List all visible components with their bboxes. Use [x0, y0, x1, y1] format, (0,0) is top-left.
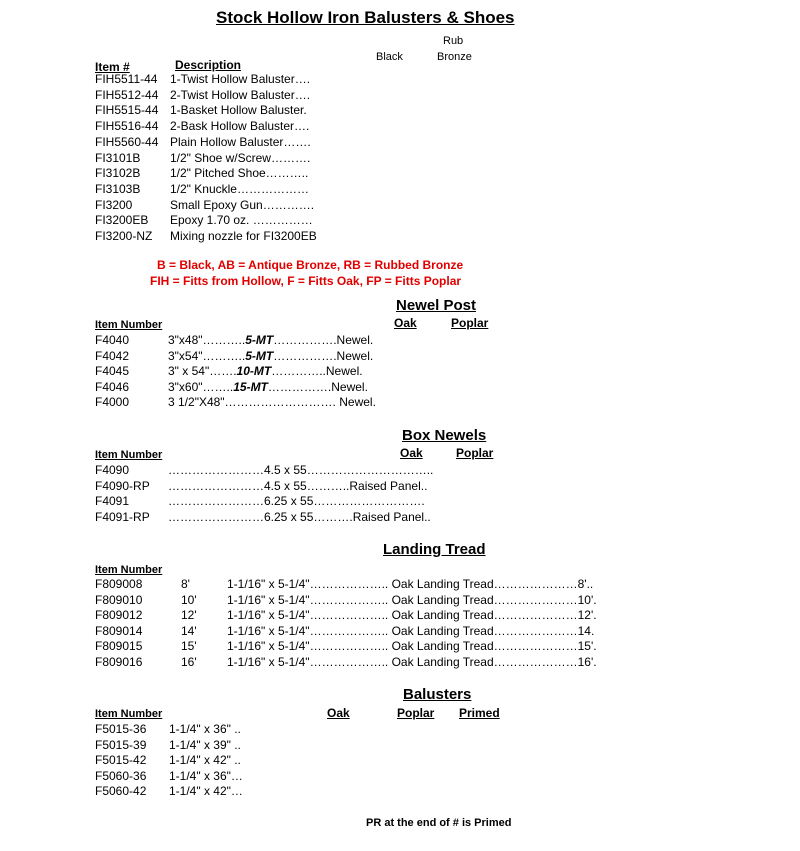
table-row [95, 229, 317, 244]
item-description: 1/2" Knuckle……………… [170, 181, 309, 196]
item-number: F5015-36 [95, 722, 147, 736]
balusters-title: Balusters [403, 686, 472, 703]
tread-spec: 1-1/16" x 5-1/4"……………….. Oak Landing Tread…………………8'.. [227, 577, 594, 591]
newel-type: …………….Newel. [267, 379, 368, 394]
box-col-oak: Oak [400, 446, 423, 460]
balusters-col-oak: Oak [327, 706, 350, 720]
item-description: Mixing nozzle for FI3200EB [170, 229, 317, 243]
legend-line1: B = Black, AB = Antique Bronze, RB = Rubbed Bronze [157, 258, 464, 272]
landing-title: Landing Tread [383, 541, 486, 558]
item-number: FI3101B [95, 150, 141, 165]
newel-title: Newel Post [396, 297, 477, 314]
item-number: F5060-36 [95, 768, 147, 783]
col-item: Item # [95, 60, 130, 74]
table-row [95, 753, 241, 768]
newel-type: …………….Newel. [273, 333, 374, 347]
table-row [95, 784, 243, 799]
item-number: FI3200EB [95, 213, 149, 228]
item-number: FIH5515-44 [95, 103, 159, 118]
item-number: F809010 [95, 592, 143, 607]
tread-spec: 1-1/16" x 5-1/4"……………….. Oak Landing Tread…………………14. [227, 623, 595, 638]
baluster-size: 1-1/4" x 39" .. [169, 737, 241, 752]
newel-col-item: Item Number [95, 319, 163, 331]
tread-length: 15' [181, 639, 197, 653]
item-description: Small Epoxy Gun…………. [170, 197, 315, 212]
table-row [95, 722, 241, 737]
newel-mt: 15-MT [233, 379, 268, 394]
box-spec: ……………………6.25 x 55………………………. [168, 494, 425, 508]
table-row [95, 213, 313, 228]
col-rub-line1: Rub [443, 35, 464, 47]
tread-spec: 1-1/16" x 5-1/4"……………….. Oak Landing Tread…………………16'. [227, 654, 597, 669]
tread-length: 10' [181, 592, 197, 607]
item-number: F5015-42 [95, 753, 147, 767]
item-number: F809012 [95, 608, 143, 622]
table-row [95, 593, 597, 608]
table-row [95, 88, 310, 103]
footnote: PR at the end of # is Primed [366, 817, 512, 829]
table-row [95, 510, 431, 525]
item-number: FIH5511-44 [95, 72, 158, 86]
balusters-col-poplar: Poplar [397, 706, 435, 720]
item-number: F809015 [95, 639, 143, 653]
item-description: 1-Basket Hollow Baluster. [170, 103, 307, 118]
tread-length: 12' [181, 608, 197, 622]
item-number: F4046 [95, 379, 130, 394]
box-col-item: Item Number [95, 449, 163, 461]
item-number: F4091 [95, 494, 130, 508]
table-row [95, 769, 243, 784]
table-row [95, 624, 594, 639]
item-number: FI3200-NZ [95, 229, 153, 243]
box-spec: ……………………4.5 x 55………………………….. [168, 463, 434, 477]
box-spec: ……………………6.25 x 55……….Raised Panel.. [168, 509, 431, 524]
table-row [95, 135, 311, 150]
item-number: F4045 [95, 364, 130, 378]
item-number: FI3102B [95, 166, 141, 181]
table-row [95, 166, 308, 181]
item-number: F5060-42 [95, 784, 147, 798]
item-number: FIH5512-44 [95, 87, 159, 102]
newel-size: 3"x60"…….. [168, 379, 234, 394]
table-row [95, 655, 597, 670]
table-row [95, 577, 593, 592]
col-description: Description [175, 58, 242, 72]
col-black: Black [376, 51, 403, 63]
table-row [95, 119, 309, 134]
newel-size: 3"x48"……….. [168, 333, 246, 347]
baluster-size: 1-1/4" x 42"… [169, 784, 243, 798]
tread-spec: 1-1/16" x 5-1/4"……………….. Oak Landing Tread…………………12'. [227, 608, 597, 622]
newel-col-poplar: Poplar [451, 316, 489, 330]
table-row [95, 608, 597, 623]
box-title: Box Newels [402, 427, 487, 444]
newel-size: 3 1/2"X48"………………………. Newel. [168, 395, 376, 409]
box-col-poplar: Poplar [456, 446, 494, 460]
legend-line2: FIH = Fitts from Hollow, F = Fitts Oak, FP = Fitts Poplar [150, 274, 462, 288]
box-spec: ……………………4.5 x 55………..Raised Panel.. [168, 478, 428, 493]
table-row [95, 494, 425, 509]
landing-col-item: Item Number [95, 564, 163, 576]
item-number: F809014 [95, 623, 143, 638]
table-row [95, 198, 314, 213]
table-row [95, 182, 309, 197]
table-row [95, 380, 368, 395]
newel-mt: 10-MT [236, 364, 272, 378]
tread-length: 14' [181, 623, 197, 638]
newel-mt: 5-MT [245, 348, 274, 363]
item-description: Plain Hollow Baluster……. [170, 134, 311, 149]
table-row [95, 151, 310, 166]
item-description: 1-Twist Hollow Baluster…. [170, 72, 311, 86]
newel-mt: 5-MT [245, 333, 274, 347]
item-description: 2-Bask Hollow Baluster…. [170, 119, 310, 134]
item-number: F4040 [95, 333, 130, 347]
table-row [95, 72, 310, 87]
table-row [95, 333, 373, 348]
table-row [95, 364, 363, 379]
balusters-col-primed: Primed [459, 706, 500, 720]
item-number: F4090-RP [95, 478, 150, 493]
table-row [95, 479, 427, 494]
item-number: F4091-RP [95, 509, 150, 524]
item-number: F5015-39 [95, 737, 147, 752]
table-row [95, 639, 597, 654]
newel-type: …………….Newel. [273, 348, 374, 363]
item-number: F809008 [95, 577, 143, 591]
newel-type: …………..Newel. [271, 364, 363, 378]
item-number: F4000 [95, 395, 130, 409]
item-number: FIH5560-44 [95, 134, 159, 149]
table-row [95, 463, 433, 478]
item-description: 1/2" Pitched Shoe……….. [170, 166, 309, 181]
baluster-size: 1-1/4" x 36" .. [169, 722, 241, 736]
item-number: F4042 [95, 348, 130, 363]
item-number: FI3200 [95, 197, 133, 212]
col-rub-line2: Bronze [437, 51, 472, 63]
tread-length: 8' [181, 577, 190, 591]
page-title: Stock Hollow Iron Balusters & Shoes [216, 8, 515, 27]
table-row [95, 738, 241, 753]
baluster-size: 1-1/4" x 36"… [169, 768, 243, 783]
item-number: F809016 [95, 654, 143, 669]
balusters-col-item: Item Number [95, 708, 163, 720]
tread-spec: 1-1/16" x 5-1/4"……………….. Oak Landing Tread…………………10'. [227, 592, 597, 607]
item-number: FIH5516-44 [95, 119, 159, 134]
item-description: Epoxy 1.70 oz. …………… [170, 213, 313, 228]
newel-size: 3"x54"……….. [168, 348, 246, 363]
table-row [95, 395, 376, 410]
newel-col-oak: Oak [394, 316, 417, 330]
item-description: 1/2" Shoe w/Screw………. [170, 150, 311, 165]
baluster-size: 1-1/4" x 42" .. [169, 753, 241, 767]
newel-size: 3" x 54"……. [168, 364, 237, 378]
item-number: F4090 [95, 463, 130, 477]
table-row [95, 349, 373, 364]
item-number: FI3103B [95, 181, 141, 196]
tread-length: 16' [181, 654, 197, 669]
table-row [95, 103, 307, 118]
item-description: 2-Twist Hollow Baluster…. [170, 87, 311, 102]
tread-spec: 1-1/16" x 5-1/4"……………….. Oak Landing Tread…………………15'. [227, 639, 597, 653]
